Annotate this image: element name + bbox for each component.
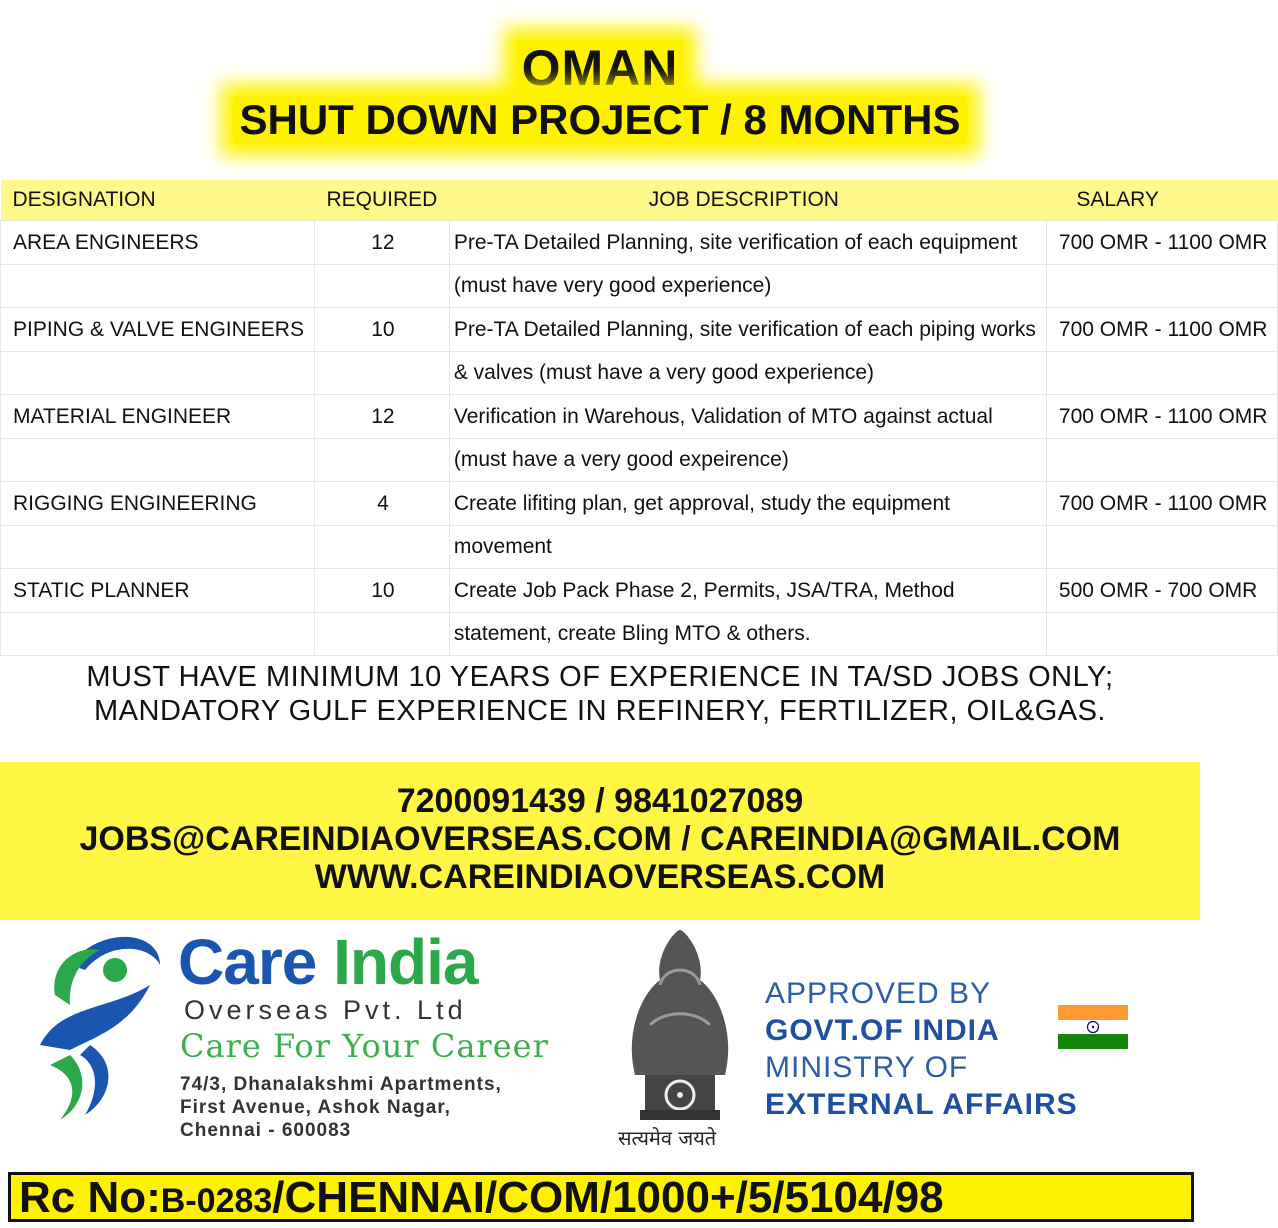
- salary-cell: 700 OMR - 1100 OMR: [1046, 482, 1278, 526]
- experience-notice: [0, 660, 1200, 728]
- table-row: [1, 482, 1278, 526]
- website-link[interactable]: WWW.CAREINDIAOVERSEAS.COM: [314, 858, 886, 896]
- table-row-continuation: [1, 613, 1278, 656]
- salary-cell: 700 OMR - 1100 OMR: [1046, 221, 1278, 265]
- designation-cell: AREA ENGINEERS: [1, 221, 315, 265]
- description-cell: (must have a very good expeirence): [449, 439, 1046, 482]
- national-emblem-icon: [605, 925, 755, 1155]
- salary-cell: 700 OMR - 1100 OMR: [1046, 395, 1278, 439]
- description-cell: Pre-TA Detailed Planning, site verification of each equipment: [449, 221, 1046, 265]
- description-cell: Create lifiting plan, get approval, study the equipment: [449, 482, 1046, 526]
- table-row: [1, 221, 1278, 265]
- contact-banner: [0, 762, 1200, 920]
- approval-block: [765, 975, 1078, 1123]
- company-logo-block: [30, 925, 610, 1165]
- table-row: [1, 395, 1278, 439]
- jobs-table: [0, 180, 1278, 656]
- company-subtitle: Overseas Pvt. Ltd: [184, 995, 467, 1025]
- description-cell: (must have very good experience): [449, 265, 1046, 308]
- description-cell: Pre-TA Detailed Planning, site verification of each piping works: [449, 308, 1046, 352]
- required-cell: 12: [314, 395, 449, 439]
- table-row: [1, 569, 1278, 613]
- approval-line: APPROVED BY: [765, 977, 992, 1010]
- description-cell: Create Job Pack Phase 2, Permits, JSA/TRA, Method: [449, 569, 1046, 613]
- phone-numbers[interactable]: 7200091439 / 9841027089: [396, 782, 804, 820]
- table-row-continuation: [1, 439, 1278, 482]
- registration-number: Rc No:B-0283/CHENNAI/COM/1000+/5/5104/98: [8, 1172, 1194, 1222]
- notice-line: MUST HAVE MINIMUM 10 YEARS OF EXPERIENCE IN TA/SD JOBS ONLY;: [86, 661, 1114, 693]
- description-cell: & valves (must have a very good experience): [449, 352, 1046, 395]
- table-row-continuation: [1, 526, 1278, 569]
- header-required: REQUIRED: [314, 180, 449, 221]
- salary-cell: 700 OMR - 1100 OMR: [1046, 308, 1278, 352]
- header-job-description: JOB DESCRIPTION: [449, 180, 1046, 221]
- table-row-continuation: [1, 265, 1278, 308]
- approval-line: MINISTRY OF: [765, 1051, 969, 1084]
- title-block: [0, 40, 1200, 144]
- description-cell: statement, create Bling MTO & others.: [449, 613, 1046, 656]
- table-row: [1, 308, 1278, 352]
- salary-cell: 500 OMR - 700 OMR: [1046, 569, 1278, 613]
- company-tagline: Care For Your Career: [180, 1027, 549, 1065]
- required-cell: 10: [314, 308, 449, 352]
- table-row-continuation: [1, 352, 1278, 395]
- company-name: Care India: [178, 926, 478, 998]
- required-cell: 12: [314, 221, 449, 265]
- required-cell: 10: [314, 569, 449, 613]
- header-salary: SALARY: [1046, 180, 1278, 221]
- description-cell: movement: [449, 526, 1046, 569]
- description-cell: Verification in Warehous, Validation of MTO against actual: [449, 395, 1046, 439]
- notice-line: MANDATORY GULF EXPERIENCE IN REFINERY, FERTILIZER, OIL&GAS.: [94, 695, 1106, 727]
- india-flag-icon: [1058, 1005, 1128, 1049]
- designation-cell: STATIC PLANNER: [1, 569, 315, 613]
- table-header-row: [1, 180, 1278, 221]
- emblem-motto: सत्यमेव जयते: [618, 1126, 717, 1150]
- approval-line: EXTERNAL AFFAIRS: [765, 1088, 1078, 1121]
- required-cell: 4: [314, 482, 449, 526]
- designation-cell: MATERIAL ENGINEER: [1, 395, 315, 439]
- company-address: 74/3, Dhanalakshmi Apartments, First Avenue, Ashok Nagar, Chennai - 600083: [180, 1074, 502, 1141]
- care-india-figure-icon: [30, 925, 180, 1125]
- country-title: OMAN: [516, 40, 685, 96]
- email-addresses[interactable]: JOBS@CAREINDIAOVERSEAS.COM / CAREINDIA@GMAIL.COM: [79, 820, 1121, 858]
- project-title: SHUT DOWN PROJECT / 8 MONTHS: [233, 96, 966, 144]
- approval-line: GOVT.OF INDIA: [765, 1014, 1000, 1047]
- designation-cell: PIPING & VALVE ENGINEERS: [1, 308, 315, 352]
- header-designation: DESIGNATION: [1, 180, 315, 221]
- designation-cell: RIGGING ENGINEERING: [1, 482, 315, 526]
